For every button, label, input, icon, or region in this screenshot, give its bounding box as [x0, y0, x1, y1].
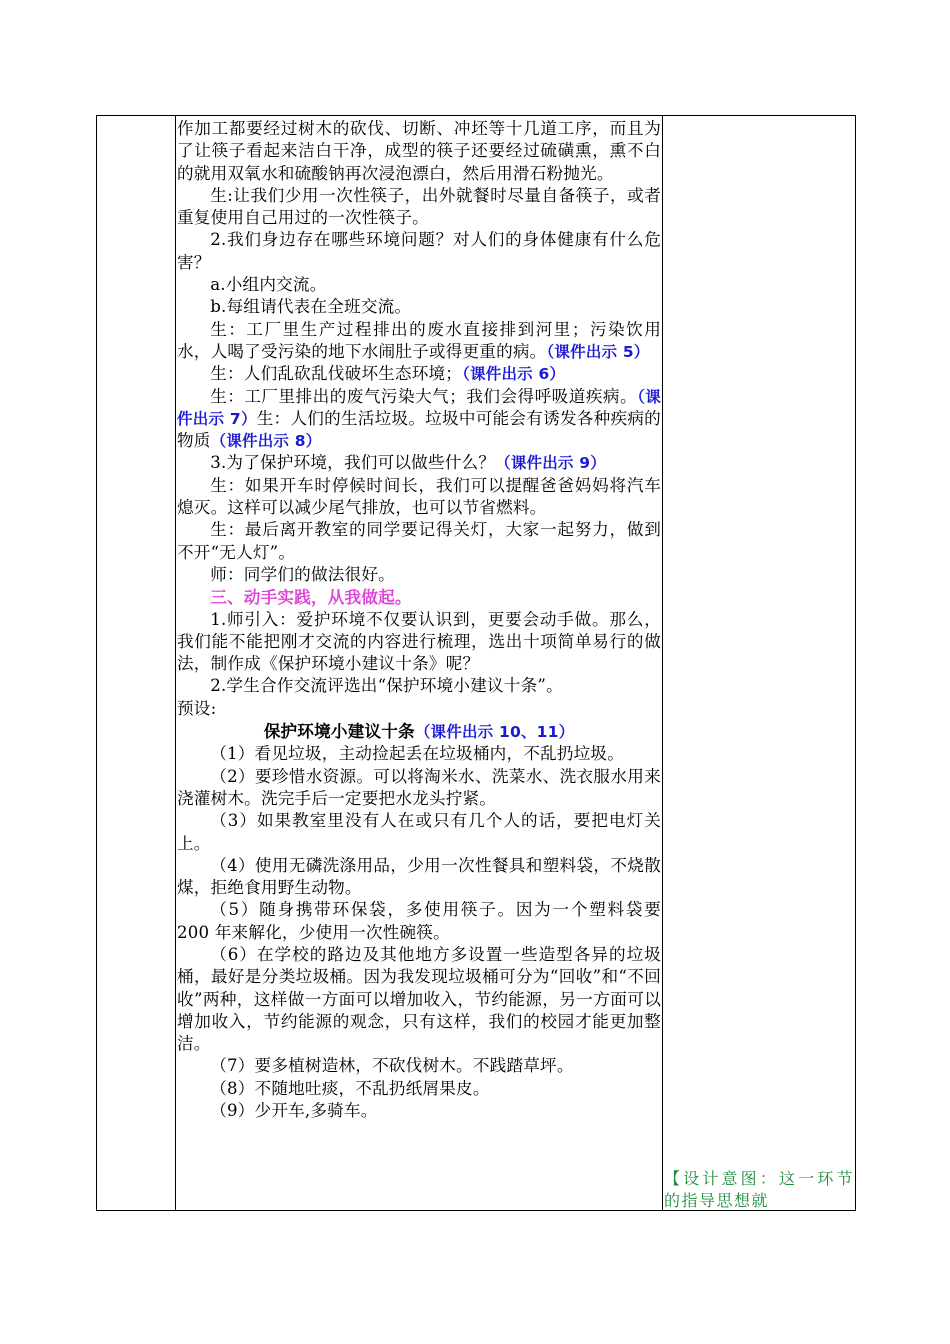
- paragraph: [177, 319, 661, 364]
- courseware-ref: （课件出示 10、11）: [414, 723, 575, 742]
- paragraph: b.每组请代表在全班交流。: [210, 297, 412, 317]
- paragraph: 作加工都要经过树木的砍伐、切断、冲坯等十几道工序，而且为了让筷子看起来洁白干净，成型的筷子还要经过硫磺熏，熏不白的就用双氧水和硫酸钠再次浸泡漂白，然后用滑石粉抛光。: [177, 119, 661, 183]
- paragraph: 生：最后离开教室的同学要记得关灯，大家一起努力，做到不开“无人灯”。: [177, 520, 661, 562]
- paragraph: 2.学生合作交流评选出“保护环境小建议十条”。: [210, 676, 563, 696]
- lesson-content: [177, 118, 661, 1122]
- lesson-table: [96, 115, 856, 1211]
- text: 生：人们的生活垃圾。垃圾中可能会有诱发各种疾病的物质: [177, 408, 661, 451]
- list-title: [177, 720, 661, 743]
- list-item: （1）看见垃圾，主动捡起丢在垃圾桶内，不乱扔垃圾。: [210, 744, 624, 764]
- paragraph: [177, 363, 661, 385]
- list-item: （7）要多植树造林，不砍伐树木。不践踏草坪。: [210, 1056, 574, 1076]
- text: 生：人们乱砍乱伐破坏生态环境；: [210, 364, 463, 384]
- courseware-ref: （课件出示 7）: [177, 387, 661, 428]
- list-item: （4）使用无磷洗涤用品，少用一次性餐具和塑料袋，不烧散煤，拒绝食用野生动物。: [177, 855, 661, 898]
- list-item: （2）要珍惜水资源。可以将淘米水、洗菜水、洗衣服水用来浇灌树木。洗完手后一定要把水龙头拧紧。: [177, 766, 661, 808]
- design-intent-note: 【设计意图：这一环节的指导思想就: [664, 1169, 854, 1211]
- paragraph: a.小组内交流。: [210, 275, 327, 295]
- list-item: （6）在学校的路边及其他地方多设置一些造型各异的垃圾桶，最好是分类垃圾桶。因为我发现垃圾桶可分为“回收”和“不回收”两种，这样做一方面可以增加收入，节约能源，另一方面可以增加收入，节约能源的观念，只有这样，我们的校园才能更加整洁。: [177, 944, 661, 1054]
- courseware-ref: （课件出示 9）: [495, 454, 606, 473]
- paragraph: 预设:: [177, 698, 217, 718]
- column-divider-2: [662, 116, 663, 1210]
- list-item: （3）如果教室里没有人在或只有几个人的话，要把电灯关上。: [177, 811, 661, 853]
- paragraph: 师：同学们的做法很好。: [210, 564, 395, 584]
- section-heading: 三、动手实践，从我做起。: [210, 587, 412, 608]
- text: 生：工厂里生产过程排出的废水直接排到河里；污染饮用水，人喝了受污染的地下水闹肚子或得更重的病。: [177, 319, 661, 361]
- courseware-ref: （课件出示 8）: [210, 432, 322, 451]
- list-item: （8）不随地吐痰，不乱扔纸屑果皮。: [210, 1078, 490, 1098]
- paragraph: 生：如果开车时停候时间长，我们可以提醒爸爸妈妈将汽车熄灭。这样可以减少尾气排放，也可以节省燃料。: [177, 475, 661, 518]
- text: 保护环境小建议十条: [263, 721, 415, 742]
- courseware-ref: （课件出示 5）: [546, 342, 650, 361]
- paragraph: 生:让我们少用一次性筷子，出外就餐时尽量自备筷子，或者重复使用自己用过的一次性筷子。: [177, 185, 661, 228]
- paragraph: 1.师引入：爱护环境不仅要认识到，更要会动手做。那么，我们能不能把刚才交流的内容进行梳理，选出十项简单易行的做法，制作成《保护环境小建议十条》呢？: [177, 609, 661, 674]
- paragraph: [177, 452, 661, 474]
- paragraph: [177, 386, 661, 453]
- text: 3.为了保护环境，我们可以做些什么？: [210, 453, 496, 473]
- list-item: （5）随身携带环保袋，多使用筷子。因为一个塑料袋要 200 年来解化，少使用一次性碗筷。: [177, 900, 661, 942]
- text: 生：工厂里排出的废气污染大气；我们会得呼吸道疾病。: [210, 386, 638, 406]
- courseware-ref: （课件出示 6）: [462, 365, 566, 384]
- column-divider-1: [175, 116, 176, 1210]
- list-item: （9）少开车,多骑车。: [210, 1101, 378, 1121]
- paragraph: 2.我们身边存在哪些环境问题？对人们的身体健康有什么危害？: [177, 230, 661, 272]
